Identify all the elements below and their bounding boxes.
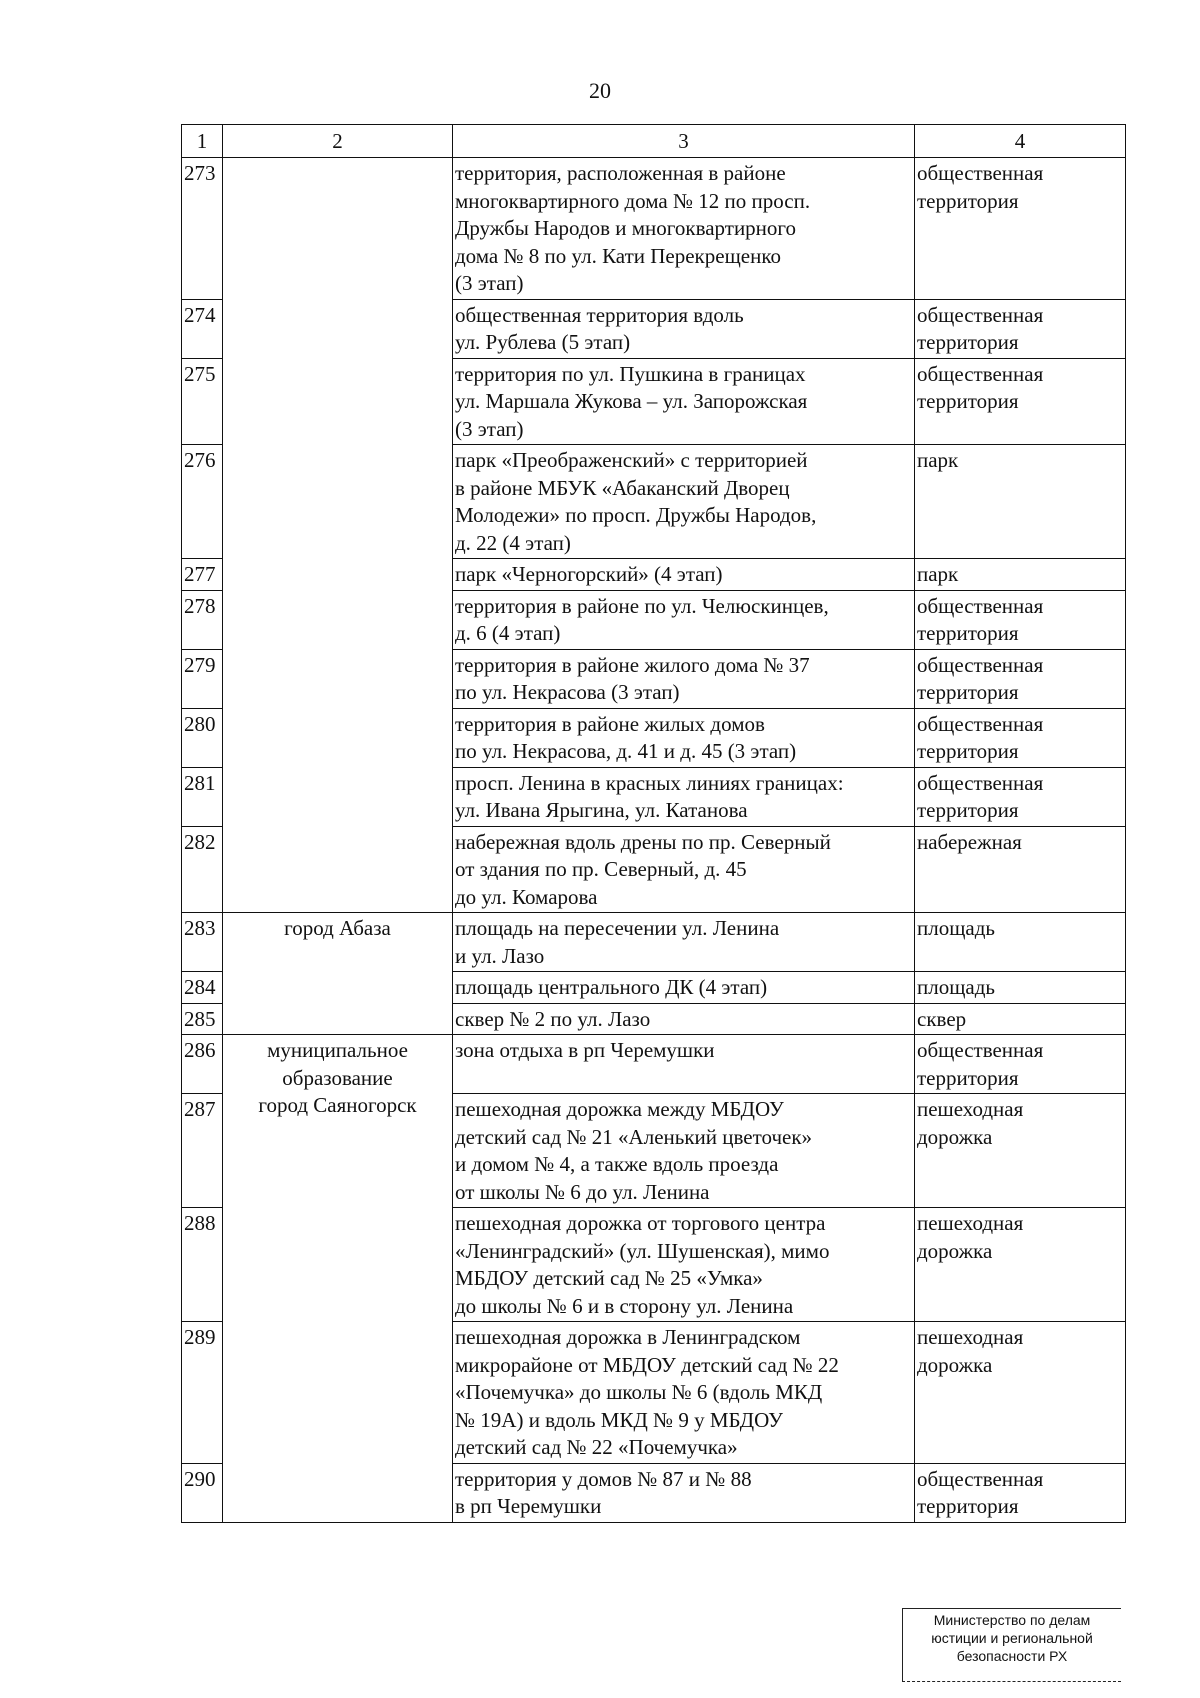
object-type: общественная территория [915, 1463, 1126, 1522]
row-number: 287 [182, 1094, 223, 1208]
object-type: общественная территория [915, 299, 1126, 358]
object-type: парк [915, 559, 1126, 591]
header-col-3: 3 [453, 125, 915, 158]
object-name: зона отдыха в рп Черемушки [453, 1035, 915, 1094]
row-number: 282 [182, 826, 223, 913]
object-type: общественная территория [915, 358, 1126, 445]
header-col-2: 2 [223, 125, 453, 158]
object-name: сквер № 2 по ул. Лазо [453, 1003, 915, 1035]
object-type: общественная территория [915, 590, 1126, 649]
object-type: общественная территория [915, 158, 1126, 300]
ministry-stamp [902, 1608, 1121, 1682]
object-type: общественная территория [915, 649, 1126, 708]
object-name: парк «Преображенский» с территорией в районе МБУК «Абаканский Дворец Молодежи» по просп. Дружбы Народов, д. 22 (4 этап) [453, 445, 915, 559]
row-number: 288 [182, 1208, 223, 1322]
municipality-cell [223, 158, 453, 913]
row-number: 283 [182, 913, 223, 972]
object-type: общественная территория [915, 708, 1126, 767]
object-type: парк [915, 445, 1126, 559]
row-number: 276 [182, 445, 223, 559]
municipality-cell: город Абаза [223, 913, 453, 1035]
object-name: пешеходная дорожка между МБДОУ детский сад № 21 «Аленький цветочек» и домом № 4, а также вдоль проезда от школы № 6 до ул. Ленина [453, 1094, 915, 1208]
table-row [182, 158, 1126, 300]
row-number: 273 [182, 158, 223, 300]
municipality-cell: муниципальное образование город Саяногорск [223, 1035, 453, 1523]
header-col-1: 1 [182, 125, 223, 158]
object-name: территория в районе жилого дома № 37 по ул. Некрасова (3 этап) [453, 649, 915, 708]
object-type: общественная территория [915, 767, 1126, 826]
table-row [182, 1035, 1126, 1094]
row-number: 290 [182, 1463, 223, 1522]
row-number: 281 [182, 767, 223, 826]
object-type: пешеходная дорожка [915, 1208, 1126, 1322]
object-name: площадь центрального ДК (4 этап) [453, 972, 915, 1004]
header-col-4: 4 [915, 125, 1126, 158]
object-name: территория в районе жилых домов по ул. Некрасова, д. 41 и д. 45 (3 этап) [453, 708, 915, 767]
stamp-line: Министерство по делам [933, 1612, 1091, 1628]
object-type: сквер [915, 1003, 1126, 1035]
row-number: 280 [182, 708, 223, 767]
object-name: пешеходная дорожка от торгового центра «Ленинградский» (ул. Шушенская), мимо МБДОУ детский сад № 25 «Умка» до школы № 6 и в сторону ул. Ленина [453, 1208, 915, 1322]
object-name: территория, расположенная в районе многоквартирного дома № 12 по просп. Дружбы Народов и многоквартирного дома № 8 по ул. Кати Перекрещенко (3 этап) [453, 158, 915, 300]
table-row [182, 913, 1126, 972]
row-number: 289 [182, 1322, 223, 1464]
row-number: 277 [182, 559, 223, 591]
stamp-line: юстиции и региональной [931, 1630, 1093, 1646]
object-name: территория у домов № 87 и № 88 в рп Черемушки [453, 1463, 915, 1522]
object-type: пешеходная дорожка [915, 1322, 1126, 1464]
object-name: площадь на пересечении ул. Ленина и ул. Лазо [453, 913, 915, 972]
page-number: 20 [589, 78, 611, 103]
object-type: набережная [915, 826, 1126, 913]
object-name: территория по ул. Пушкина в границах ул. Маршала Жукова – ул. Запорожская (3 этап) [453, 358, 915, 445]
object-type: площадь [915, 913, 1126, 972]
row-number: 284 [182, 972, 223, 1004]
object-name: просп. Ленина в красных линиях границах: ул. Ивана Ярыгина, ул. Катанова [453, 767, 915, 826]
object-type: общественная территория [915, 1035, 1126, 1094]
object-type: площадь [915, 972, 1126, 1004]
object-name: набережная вдоль дрены по пр. Северный от здания по пр. Северный, д. 45 до ул. Комарова [453, 826, 915, 913]
row-number: 286 [182, 1035, 223, 1094]
object-name: территория в районе по ул. Челюскинцев, д. 6 (4 этап) [453, 590, 915, 649]
row-number: 285 [182, 1003, 223, 1035]
objects-table [181, 124, 1126, 1523]
row-number: 274 [182, 299, 223, 358]
row-number: 275 [182, 358, 223, 445]
object-name: парк «Черногорский» (4 этап) [453, 559, 915, 591]
row-number: 279 [182, 649, 223, 708]
row-number: 278 [182, 590, 223, 649]
stamp-line: безопасности РХ [956, 1648, 1068, 1664]
object-type: пешеходная дорожка [915, 1094, 1126, 1208]
object-name: пешеходная дорожка в Ленинградском микрорайоне от МБДОУ детский сад № 22 «Почемучка» до школы № 6 (вдоль МКД № 19А) и вдоль МКД № 9 у МБДОУ детский сад № 22 «Почемучка» [453, 1322, 915, 1464]
object-name: общественная территория вдоль ул. Рублева (5 этап) [453, 299, 915, 358]
table-header-row [182, 125, 1126, 158]
